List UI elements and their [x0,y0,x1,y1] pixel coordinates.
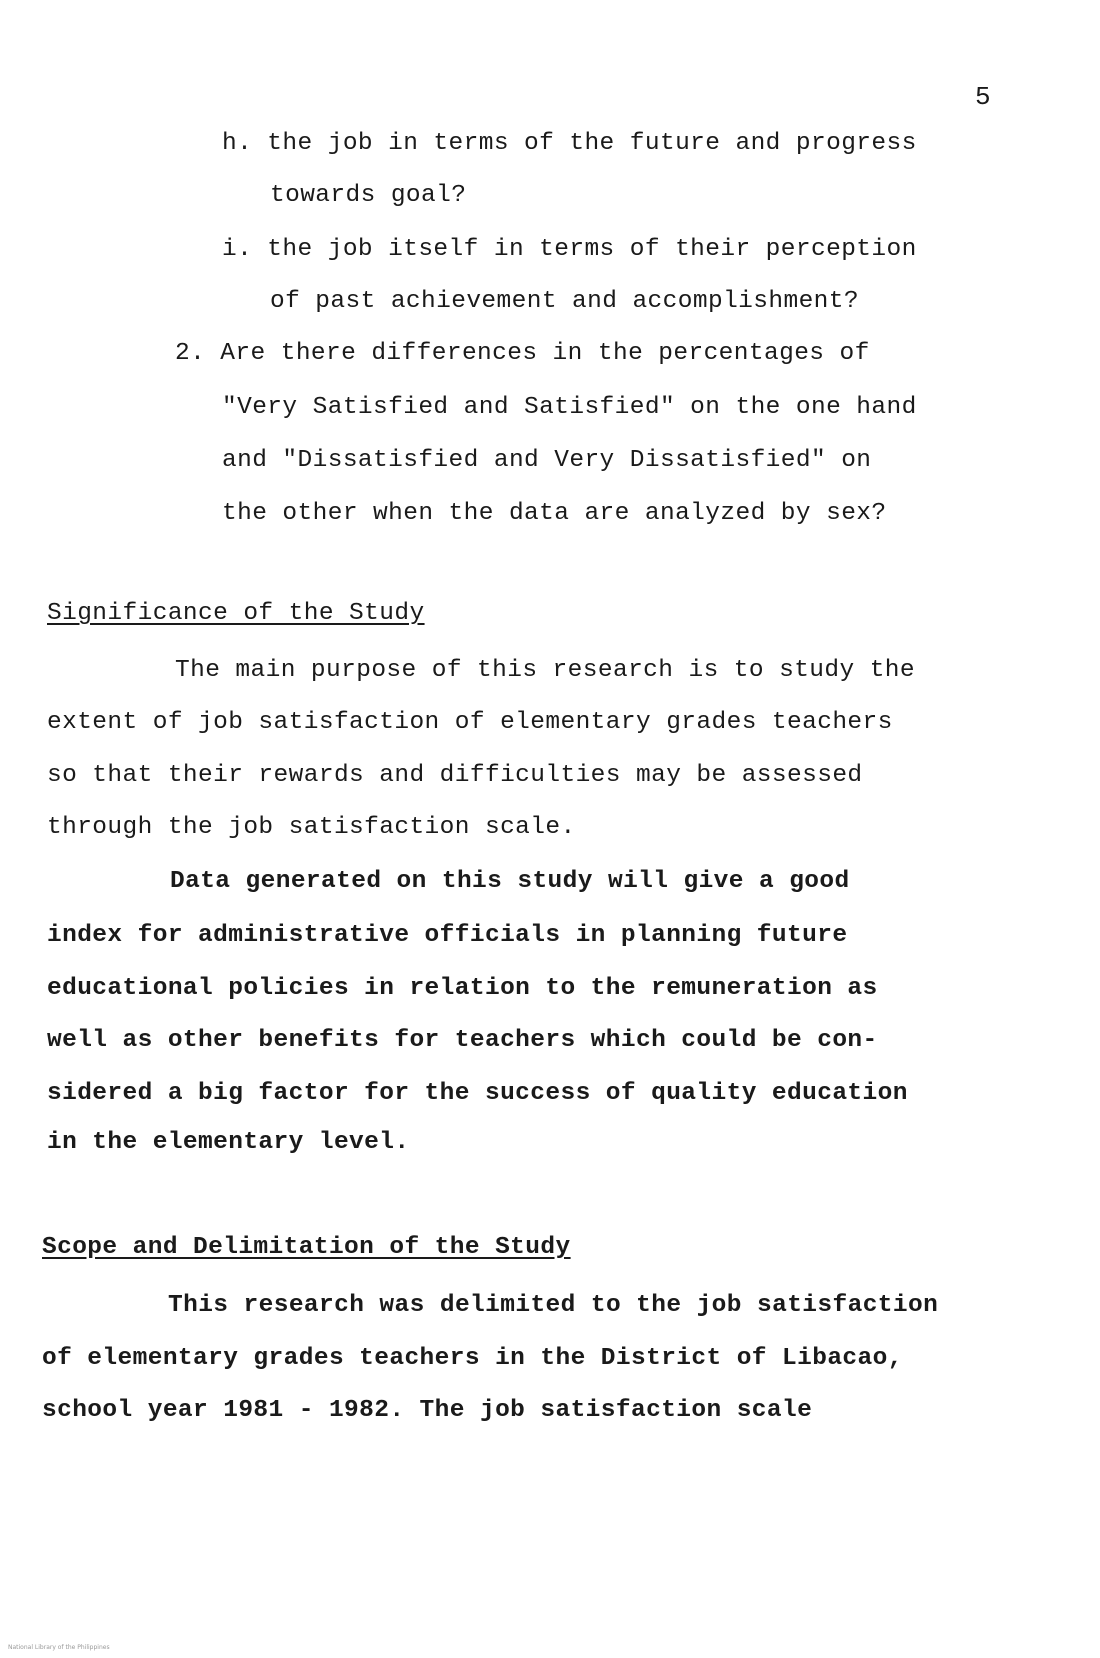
scan-footer: National Library of the Philippines [8,1644,110,1651]
significance-p2-line5: sidered a big factor for the success of quality education [47,1080,908,1107]
significance-p1-line4: through the job satisfaction scale. [47,814,576,841]
question2-line4: the other when the data are analyzed by sex? [222,500,887,527]
significance-p1-line1: The main purpose of this research is to study the [175,657,916,684]
significance-p1-line2: extent of job satisfaction of elementary grades teachers [47,709,893,736]
significance-p2-line1: Data generated on this study will give a good [170,868,850,895]
significance-p2-line3: educational policies in relation to the remuneration as [47,975,878,1002]
scope-p1-line2: of elementary grades teachers in the District of Libacao, [42,1345,903,1372]
question2-line1: 2. Are there differences in the percentages of [175,340,870,367]
list-item-i-line1: i. the job itself in terms of their perception [222,236,917,263]
page-number: 5 [975,82,991,112]
scope-p1-line3: school year 1981 - 1982. The job satisfaction scale [42,1397,813,1424]
significance-heading: Significance of the Study [47,600,425,627]
scope-heading: Scope and Delimitation of the Study [42,1234,571,1261]
list-item-h-line2: towards goal? [270,182,467,209]
list-item-i-line2: of past achievement and accomplishment? [270,288,859,315]
significance-p1-line3: so that their rewards and difficulties may be assessed [47,762,863,789]
significance-p2-line6: in the elementary level. [47,1129,410,1156]
list-item-h-line1: h. the job in terms of the future and progress [222,130,917,157]
scope-p1-line1: This research was delimited to the job satisfaction [168,1292,939,1319]
significance-p2-line4: well as other benefits for teachers which could be con- [47,1027,878,1054]
question2-line2: "Very Satisfied and Satisfied" on the one hand [222,394,917,421]
question2-line3: and "Dissatisfied and Very Dissatisfied" on [222,447,872,474]
significance-p2-line2: index for administrative officials in planning future [47,922,848,949]
